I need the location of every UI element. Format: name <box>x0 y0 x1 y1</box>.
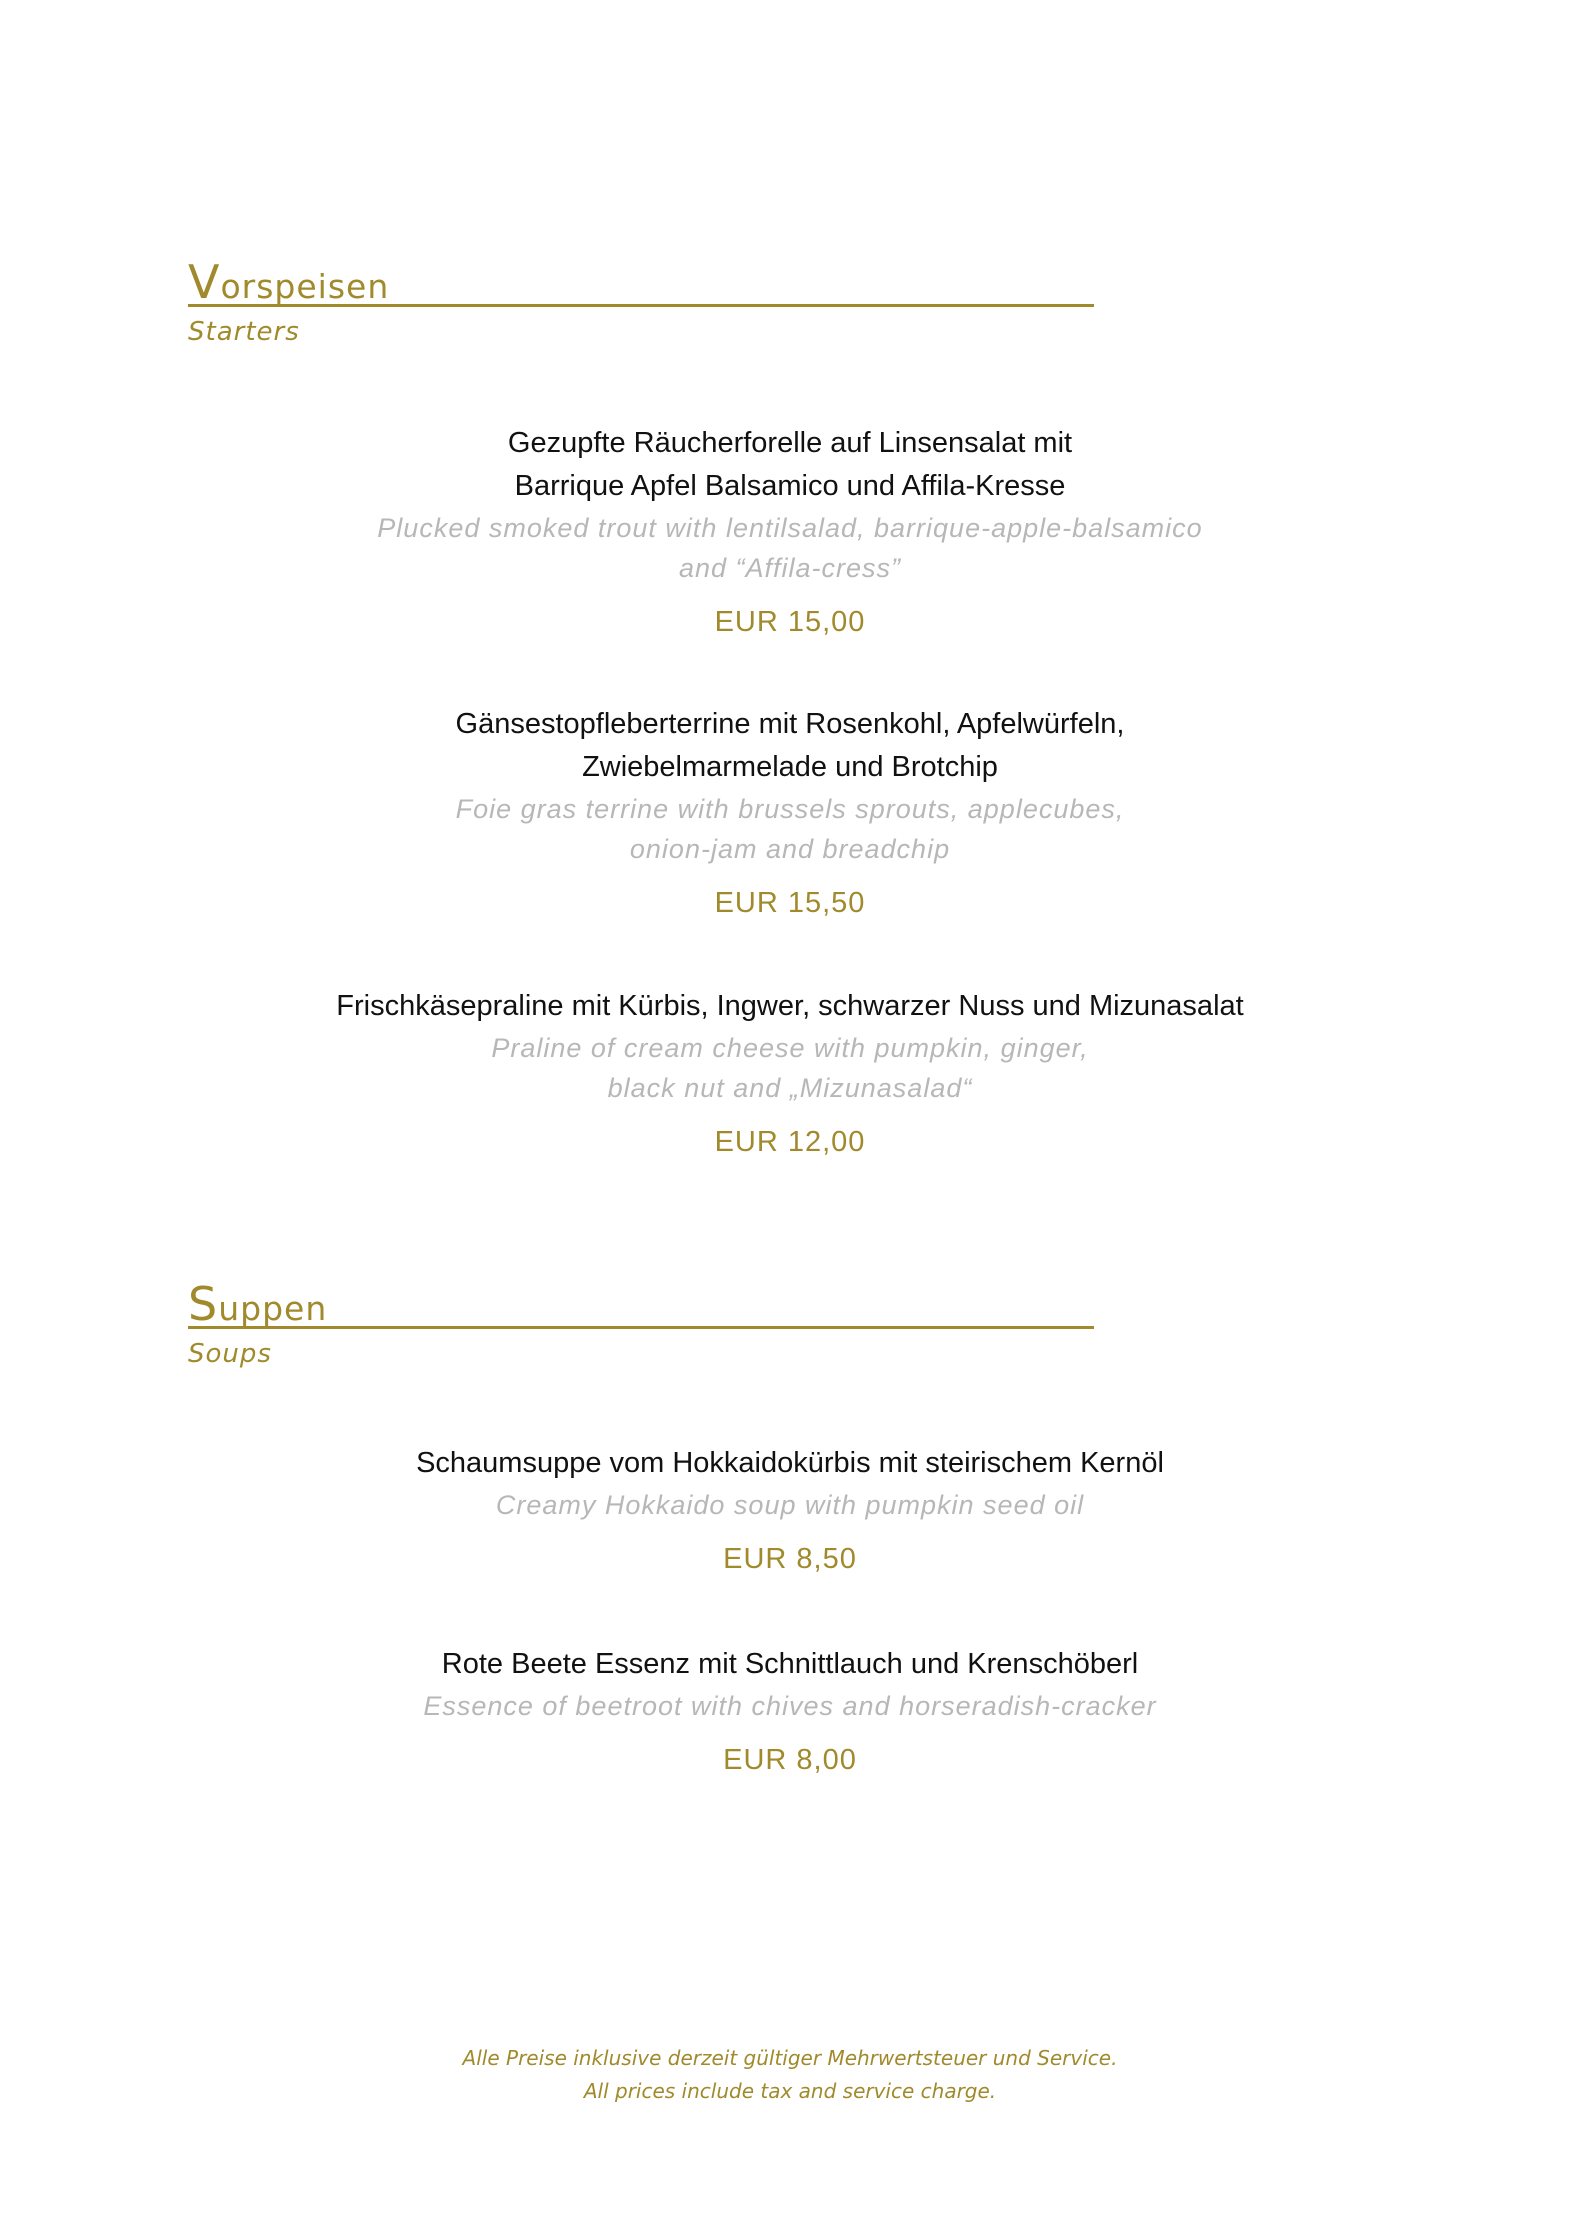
section-subtitle: Starters <box>188 317 300 347</box>
price-footnote <box>200 2042 1380 2108</box>
footnote-en: All prices include tax and service charge. <box>583 2079 997 2103</box>
section-title-text: Vorspeisen <box>188 255 390 309</box>
dish-name-de: Gezupfte Räucherforelle auf Linsensalat mit Barrique Apfel Balsamico und Affila-Kresse <box>507 427 1073 502</box>
dish-price: EUR 15,50 <box>714 887 866 919</box>
dish-name-en: Plucked smoked trout with lentilsalad, barrique-apple-balsamico and “Affila-cress” <box>377 513 1203 583</box>
menu-item <box>200 1643 1380 1780</box>
dish-price: EUR 8,50 <box>723 1543 857 1575</box>
section-title <box>188 1277 1094 1331</box>
dish-price: EUR 8,00 <box>723 1744 857 1776</box>
dish-price: EUR 15,00 <box>714 606 866 638</box>
dish-name-de: Schaumsuppe vom Hokkaidokürbis mit steirischem Kernöl <box>416 1447 1164 1479</box>
dish-price: EUR 12,00 <box>714 1126 866 1158</box>
dish-name-de: Frischkäsepraline mit Kürbis, Ingwer, schwarzer Nuss und Mizunasalat <box>336 990 1244 1022</box>
menu-item <box>200 703 1380 923</box>
footnote-de: Alle Preise inklusive derzeit gültiger Mehrwertsteuer und Service. <box>462 2046 1118 2070</box>
menu-item <box>200 422 1380 642</box>
section-subtitle: Soups <box>188 1339 272 1369</box>
dish-name-de: Gänsestopfleberterrine mit Rosenkohl, Apfelwürfeln, Zwiebelmarmelade und Brotchip <box>455 708 1125 783</box>
dish-name-en: Essence of beetroot with chives and horseradish-cracker <box>423 1691 1157 1721</box>
dish-name-de: Rote Beete Essenz mit Schnittlauch und Krenschöberl <box>441 1648 1139 1680</box>
dish-name-en: Foie gras terrine with brussels sprouts, applecubes, onion-jam and breadchip <box>455 794 1125 864</box>
section-header-soups <box>188 1277 1094 1369</box>
dish-name-en: Creamy Hokkaido soup with pumpkin seed oil <box>495 1490 1085 1520</box>
menu-item <box>200 985 1380 1162</box>
dish-name-en: Praline of cream cheese with pumpkin, ginger, black nut and „Mizunasalad“ <box>491 1033 1089 1103</box>
section-title-text: Suppen <box>188 1277 328 1331</box>
menu-item <box>200 1442 1380 1579</box>
section-header-starters <box>188 255 1094 347</box>
section-title <box>188 255 1094 309</box>
